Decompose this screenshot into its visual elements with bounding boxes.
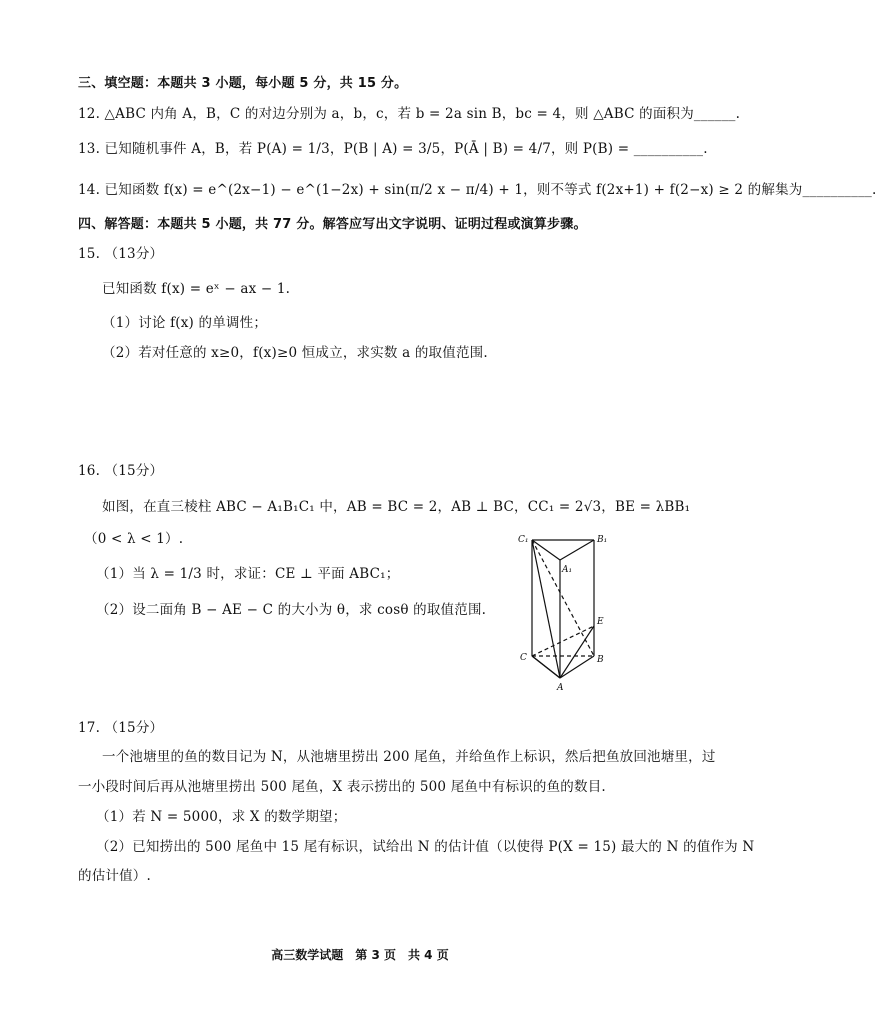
label-E: E (597, 617, 604, 627)
label-B: B (597, 655, 604, 665)
question-16-stem: 如图，在直三棱柱 ABC − A₁B₁C₁ 中，AB = BC = 2，AB ⊥ BC，CC₁ = 2√3，BE = λBB₁ (102, 499, 691, 515)
question-16-header: 16. （15分） (78, 463, 164, 479)
question-15-header: 15. （13分） (78, 246, 164, 262)
question-12: 12. △ABC 内角 A，B，C 的对边分别为 a，b，c，若 b = 2a sin B，bc = 4，则 △ABC 的面积为______. (78, 106, 741, 122)
prism-figure (514, 530, 614, 695)
question-17-stem-line2: 一小段时间后再从池塘里捞出 500 尾鱼，X 表示捞出的 500 尾鱼中有标识的鱼的数目. (78, 779, 606, 795)
question-16-condition: （0 < λ < 1）. (84, 531, 184, 547)
question-17-part1: （1）若 N = 5000，求 X 的数学期望； (96, 809, 347, 825)
label-C: C (520, 653, 527, 663)
label-C1: C₁ (518, 535, 529, 545)
question-17-part2-line1: （2）已知捞出的 500 尾鱼中 15 尾有标识，试给出 N 的估计值（以使得 P(X = 15) 最大的 N 的值作为 N (96, 839, 755, 855)
question-15-part1: （1）讨论 f(x) 的单调性； (102, 315, 268, 331)
section4-heading: 四、解答题：本题共 5 小题，共 77 分。解答应写出文字说明、证明过程或演算步骤。 (78, 217, 587, 232)
question-17-header: 17. （15分） (78, 720, 164, 736)
question-17-stem-line1: 一个池塘里的鱼的数目记为 N，从池塘里捞出 200 尾鱼，并给鱼作上标识，然后把鱼放回池塘里，过 (102, 749, 716, 765)
label-A1: A₁ (562, 565, 573, 575)
label-A: A (557, 683, 564, 693)
question-14: 14. 已知函数 f(x) = e^(2x−1) − e^(1−2x) + sin(π/2 x − π/4) + 1，则不等式 f(2x+1) + f(2−x) ≥ 2 的解集为__________. (78, 182, 876, 198)
question-16-part1: （1）当 λ = 1/3 时，求证：CE ⊥ 平面 ABC₁； (96, 566, 400, 582)
section3-heading: 三、填空题：本题共 3 小题，每小题 5 分，共 15 分。 (78, 76, 408, 91)
question-16-part2: （2）设二面角 B − AE − C 的大小为 θ，求 cosθ 的取值范围. (96, 602, 487, 618)
question-13: 13. 已知随机事件 A，B，若 P(A) = 1/3，P(B | A) = 3/5，P(Ā | B) = 4/7，则 P(B) = __________. (78, 141, 708, 157)
question-15-part2: （2）若对任意的 x≥0，f(x)≥0 恒成立，求实数 a 的取值范围. (102, 345, 488, 361)
question-17-part2-line2: 的估计值）. (78, 868, 151, 884)
label-B1: B₁ (597, 535, 608, 545)
page-footer: 高三数学试题 第 3 页 共 4 页 (271, 948, 449, 962)
question-15-stem: 已知函数 f(x) = eˣ − ax − 1. (102, 281, 291, 297)
